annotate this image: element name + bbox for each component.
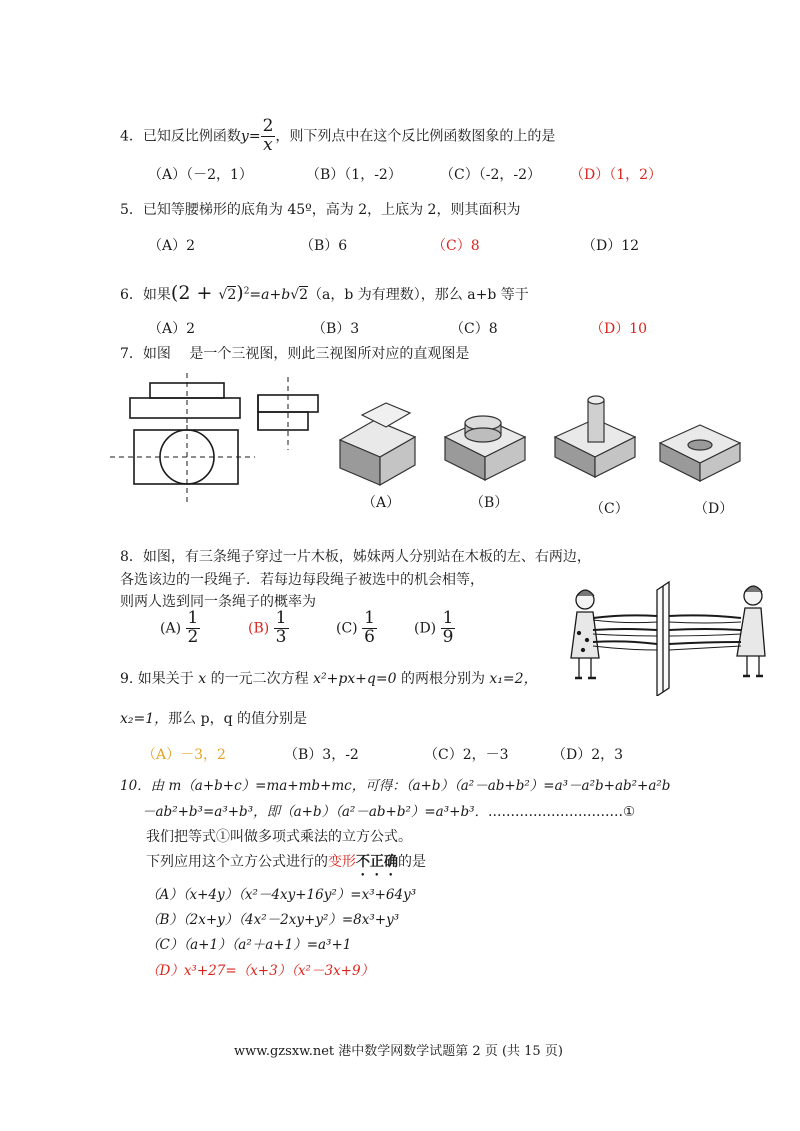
three-view-drawing xyxy=(110,373,318,505)
q8-d-den: 9 xyxy=(442,626,454,647)
q6-option-d: （D）10 xyxy=(590,321,648,337)
q10-line4-red: 变形 xyxy=(328,854,356,870)
q8-option-b-frac xyxy=(274,610,289,647)
q8-option-b xyxy=(248,610,289,647)
q6-exponent: 2 xyxy=(243,286,250,297)
q5-option-a: （A）2 xyxy=(148,238,196,254)
q5-stem: 5．已知等腰梯形的底角为 45º，高为 2，上底为 2，则其面积为 xyxy=(120,202,521,218)
q8-option-d-label: (D) xyxy=(414,620,437,637)
q6-option-a: （A）2 xyxy=(148,321,196,337)
q6-sqrt-arg: 2 xyxy=(227,287,237,303)
q8-option-a-frac xyxy=(186,610,201,647)
q4-frac-den: x xyxy=(263,134,273,155)
q6-rhs-sqrt-arg: 2 xyxy=(299,287,309,303)
q10-line4-post: 的是 xyxy=(398,854,426,870)
q5-option-c: （C）8 xyxy=(432,238,480,254)
q8-line3: 则两人选到同一条绳子的概率为 xyxy=(120,594,316,610)
q6-num: 6．如果 xyxy=(120,287,171,303)
side-view-base xyxy=(258,412,308,430)
q8-option-c-label: (C) xyxy=(336,620,358,637)
q10-line2-text: －ab²+b³=a³+b³，即（a+b）（a²－ab+b²）=a³+b³． xyxy=(142,804,489,820)
q8-option-c-frac xyxy=(362,610,377,647)
q8-option-d xyxy=(414,610,455,647)
q6-sqrt-symbol: √ xyxy=(218,287,228,303)
q9-option-c: （C）2，－3 xyxy=(424,747,509,763)
q9-option-a xyxy=(142,744,226,764)
q9-line1-eq: x²+px+q=0 xyxy=(313,671,397,687)
q10-option-d: （D）x³+27=（x+3）（x²－3x+9） xyxy=(146,963,375,979)
q4-option-d: （D）（1，2） xyxy=(570,167,663,183)
q5-option-b: （B）6 xyxy=(300,238,348,254)
q8-option-d-frac xyxy=(441,610,456,647)
q6-expr-close: ) xyxy=(236,282,244,304)
option-b-solid xyxy=(445,416,525,480)
q6-option-c: （C）8 xyxy=(450,321,498,337)
q4-option-b: （B）（1，-2） xyxy=(306,167,402,183)
option-a-solid xyxy=(340,403,415,485)
q9-line2-r2: x₂=1， xyxy=(120,711,169,727)
q9-option-d: （D）2，3 xyxy=(552,747,624,763)
q9-line1 xyxy=(120,668,538,688)
q8-d-num: 1 xyxy=(442,608,454,628)
q4-option-c: （C）（-2，-2） xyxy=(440,167,541,183)
q10-option-b: （B）（2x+y）（4x²－2xy+y²）=8x³+y³ xyxy=(146,912,400,928)
q8-option-a-label: (A) xyxy=(160,620,182,637)
q7-figures xyxy=(100,365,760,525)
q9-line2 xyxy=(120,708,307,728)
q8-option-b-label: (B) xyxy=(248,620,270,637)
q9-option-b: （B）3，-2 xyxy=(284,747,359,763)
q6-option-b: （B）3 xyxy=(312,321,360,337)
q8-b-num: 1 xyxy=(275,608,287,628)
q6-stem xyxy=(120,282,529,304)
q4-frac-num: 2 xyxy=(262,116,274,136)
q5-option-d: （D）12 xyxy=(582,238,640,254)
q10-line4-emphasis: 不正确 xyxy=(356,854,398,870)
q8-c-den: 6 xyxy=(364,626,375,647)
q9-option-a-text: （A）－3，2 xyxy=(142,747,226,763)
q7-label-d: （D） xyxy=(694,501,734,517)
right-girl-figure xyxy=(737,586,765,676)
q6-cond: （a，b 为有理数），那么 a+b 等于 xyxy=(308,287,529,303)
option-d-solid xyxy=(660,425,740,481)
page-footer: www.gzsxw.net 港中数学网数学试题第 2 页 (共 15 页) xyxy=(234,1044,563,1059)
q8-line1: 8．如图，有三条绳子穿过一片木板，姊妹两人分别站在木板的左、右两边， xyxy=(120,549,591,565)
q4-stem xyxy=(120,118,555,155)
q6-rhs-sqrt-symbol: √ xyxy=(290,287,300,303)
q9-line1-c: 的两根分别为 xyxy=(400,671,485,687)
q9-line1-r1: x₁=2， xyxy=(489,671,538,687)
q8-c-num: 1 xyxy=(364,608,375,628)
q8-a-den: 2 xyxy=(187,626,199,647)
q4-fraction xyxy=(261,118,276,155)
q9-line1-b: 的一元二次方程 xyxy=(210,671,309,687)
q10-line4 xyxy=(146,851,426,879)
q4-func-lhs: y= xyxy=(240,128,261,145)
option-c-solid xyxy=(555,396,635,477)
front-view-base xyxy=(130,398,240,418)
q7-stem: 7．如图 是一个三视图，则此三视图所对应的直观图是 xyxy=(120,346,470,362)
q7-label-c: （C） xyxy=(590,501,629,517)
q10-option-c: （C）（a+1）（a²＋a+1）=a³+1 xyxy=(146,937,352,953)
q10-line1: 10．由 m（a+b+c）=ma+mb+mc，可得：（a+b）（a²－ab+b²）=a³－a²b+ab²+a²b xyxy=(120,778,671,794)
q10-option-a: （A）（x+4y）（x²－4xy+16y²）=x³+64y³ xyxy=(146,887,417,903)
q8-option-a xyxy=(160,610,200,647)
q8-a-num: 1 xyxy=(187,608,199,628)
q9-line2-rest: 那么 p，q 的值分别是 xyxy=(168,711,307,727)
q8-option-c xyxy=(336,610,377,647)
q9-line1-x: x xyxy=(198,671,207,687)
q10-line4-pre: 下列应用这个立方公式进行的 xyxy=(146,854,328,870)
q8-b-den: 3 xyxy=(275,626,287,647)
q8-line2: 各选该边的一段绳子．若每边每段绳子被选中的机会相等， xyxy=(120,572,484,588)
q6-expr-open: (2 + xyxy=(170,282,219,304)
q4-stem-pre: 4．已知反比例函数 xyxy=(120,128,241,145)
q10-line3: 我们把等式①叫做多项式乘法的立方公式。 xyxy=(146,829,412,845)
q6-rhs: =a+b xyxy=(249,287,291,303)
q10-line2-dots: …………………………① xyxy=(488,804,636,820)
q4-stem-post: ，则下列点中在这个反比例函数图象的上的是 xyxy=(275,128,556,145)
q8-illustration xyxy=(565,578,780,696)
q4-option-a: （A）（－2，1） xyxy=(148,167,253,183)
q10-line2 xyxy=(142,800,635,820)
q9-line1-a: 9. 如果关于 xyxy=(120,671,194,687)
q7-label-b: （B） xyxy=(470,495,509,511)
q7-label-a: （A） xyxy=(362,495,401,511)
